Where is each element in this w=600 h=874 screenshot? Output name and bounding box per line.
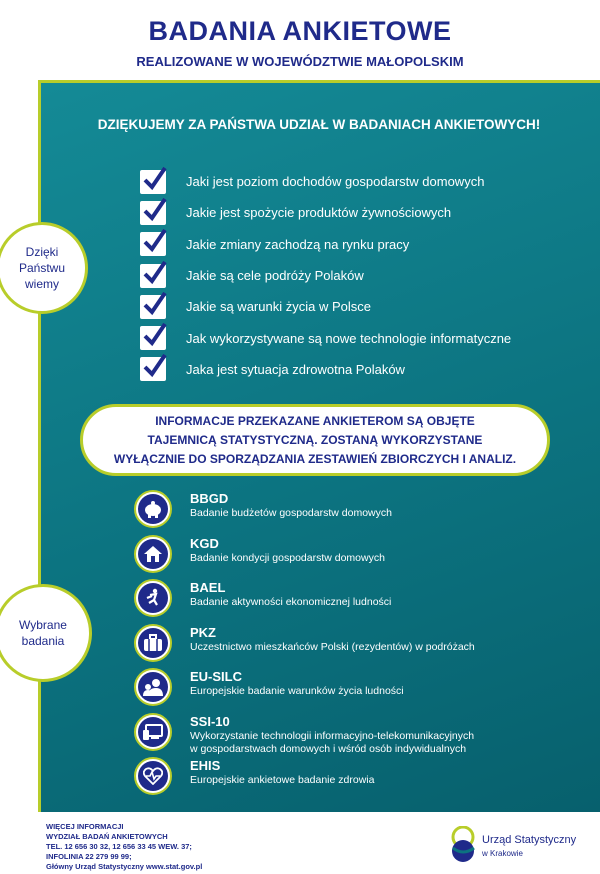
footer-line: TEL. 12 656 30 32, 12 656 33 45 WEW. 37; [46, 842, 192, 851]
thanks-circle [0, 222, 88, 314]
circle-line: Dzięki [25, 245, 59, 259]
list-item [134, 579, 475, 624]
study-description: Europejskie badanie warunków życia ludności [190, 685, 404, 697]
list-item [140, 197, 511, 228]
contact-info [46, 822, 202, 872]
question-text: Jak wykorzystywane są nowe technologie informatyczne [186, 330, 512, 346]
checkmark-icon [140, 326, 166, 350]
study-code: EU-SILC [190, 669, 242, 684]
circle-line: Państwu [18, 261, 66, 275]
study-description: Uczestnictwo mieszkańców Polski (rezydentów) w podróżach [190, 640, 475, 653]
footer-line: INFOLINIA 22 279 99 99; [46, 852, 132, 861]
study-description: Wykorzystanie technologii informacyjno-telekomunikacyjnych [190, 729, 475, 742]
study-description: Badanie budżetów gospodarstw domowych [190, 507, 392, 519]
people-icon [134, 668, 172, 706]
study-code: SSI-10 [190, 713, 230, 729]
study-code: PKZ [190, 624, 216, 640]
study-description: Europejskie ankietowe badanie zdrowia [190, 774, 375, 786]
list-item [134, 713, 475, 758]
piggy-bank-icon [134, 490, 172, 528]
list-item [140, 260, 511, 291]
list-item [134, 624, 475, 669]
circle-line: Wybrane [19, 618, 67, 632]
footer-line: WIĘCEJ INFORMACJI [46, 822, 124, 831]
checkmark-icon [140, 232, 166, 256]
notice-line: INFORMACJE PRZEKAZANE ANKIETEROM SĄ OBJĘTE [155, 413, 475, 428]
running-person-icon [134, 579, 172, 617]
checkmark-icon [140, 295, 166, 319]
logo-city: w Krakowie [482, 849, 523, 858]
thanks-heading: DZIĘKUJEMY ZA PAŃSTWA UDZIAŁ W BADANIACH ANKIETOWYCH! [97, 117, 541, 132]
heart-pulse-icon [134, 757, 172, 795]
study-code: KGD [190, 535, 219, 551]
notice-line: WYŁĄCZNIE DO SPORZĄDZANIA ZESTAWIEŃ ZBIORCZYCH I ANALIZ. [113, 451, 517, 466]
notice-line: TAJEMNICĄ STATYSTYCZNĄ. ZOSTANĄ WYKORZYSTANE [147, 432, 483, 447]
study-code: EHIS [190, 758, 221, 773]
logo-mark-icon [448, 826, 478, 868]
circle-line: badania [21, 634, 65, 648]
house-icon [134, 535, 172, 573]
question-text: Jakie są warunki życia w Polsce [186, 299, 371, 315]
list-item [134, 535, 475, 580]
footer-line: Główny Urząd Statystyczny www.stat.gov.pl [46, 862, 203, 871]
list-item [140, 291, 511, 322]
footer-line: WYDZIAŁ BADAŃ ANKIETOWYCH [46, 832, 168, 841]
confidentiality-notice [80, 404, 550, 476]
suitcase-icon [134, 624, 172, 662]
page-title: BADANIA ANKIETOWE [148, 16, 452, 46]
list-item [140, 229, 511, 260]
checkmark-icon [140, 264, 166, 288]
list-item [140, 322, 511, 353]
question-text: Jaka jest sytuacja zdrowotna Polaków [186, 361, 405, 377]
page-subtitle: REALIZOWANE W WOJEWÓDZTWIE MAŁOPOLSKIM [136, 54, 464, 69]
study-code: BBGD [190, 491, 229, 506]
list-item [134, 668, 475, 713]
study-list [134, 490, 475, 802]
checkmark-icon [140, 170, 166, 194]
study-code: BAEL [190, 580, 226, 595]
study-description: Badanie kondycji gospodarstw domowych [190, 551, 385, 564]
study-description: w gospodarstwach domowych i wśród osób indywidualnych [190, 742, 467, 755]
question-text: Jakie jest spożycie produktów żywnościowych [186, 205, 452, 221]
computer-icon [134, 713, 172, 751]
list-item [140, 354, 511, 385]
question-text: Jakie są cele podróży Polaków [186, 268, 364, 284]
study-description: Badanie aktywności ekonomicznej ludności [190, 596, 392, 608]
circle-line: wiemy [24, 277, 59, 291]
list-item [140, 166, 511, 197]
checkmark-icon [140, 357, 166, 381]
logo-name: Urząd Statystyczny [482, 834, 577, 846]
question-text: Jaki jest poziom dochodów gospodarstw domowych [186, 174, 485, 190]
checkmark-icon [140, 201, 166, 225]
question-text: Jakie zmiany zachodzą na rynku pracy [186, 236, 410, 252]
list-item [134, 757, 475, 802]
list-item [134, 490, 475, 535]
office-logo [448, 826, 588, 870]
question-list [140, 166, 511, 385]
